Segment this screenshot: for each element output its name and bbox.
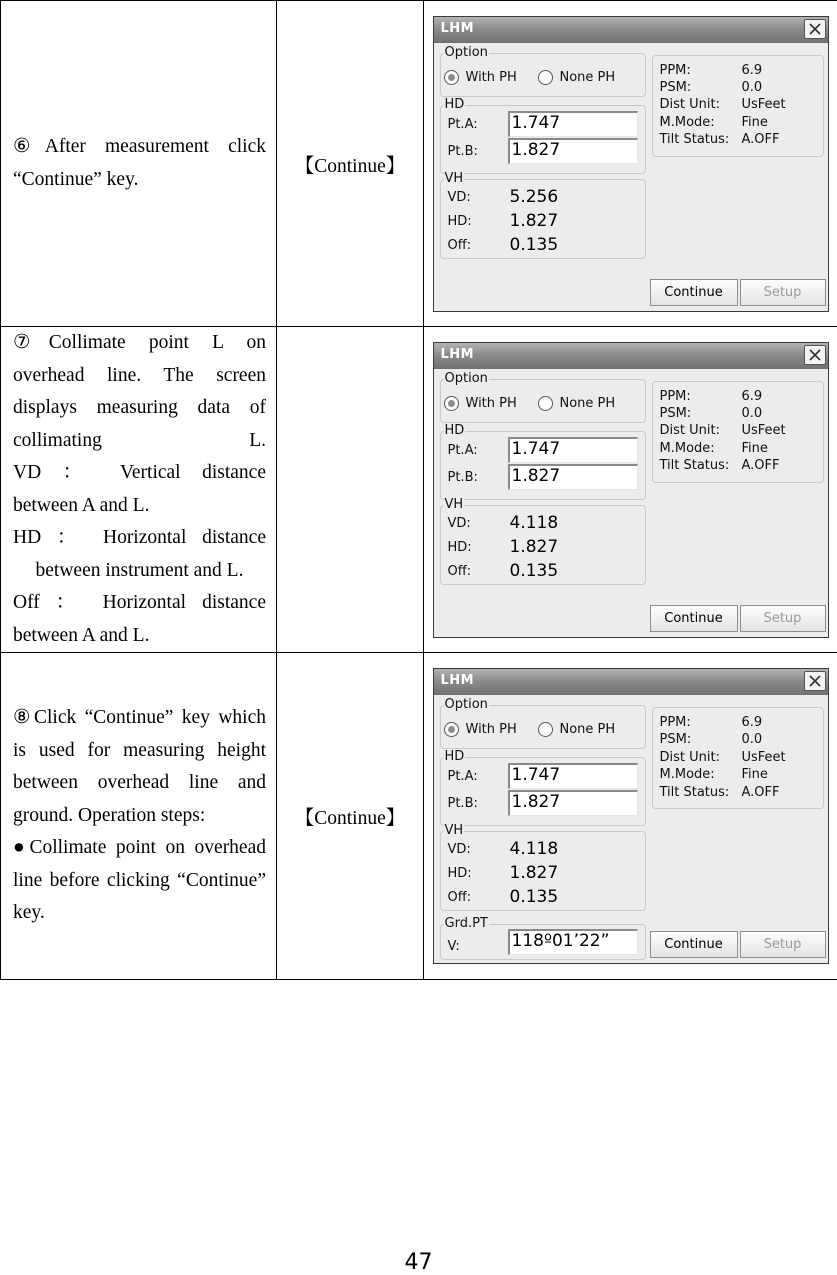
hd-group-label: HD	[444, 749, 465, 764]
screenshot-cell	[424, 327, 837, 653]
dist-unit-label: Dist Unit:	[659, 423, 720, 439]
hd-group-label: HD	[444, 96, 465, 112]
psm-label: PSM:	[659, 732, 692, 748]
with-ph-radio[interactable]	[444, 396, 459, 411]
off-label: Off:	[447, 237, 472, 253]
step-bullet: ●Collimate point on overhead line before clicking “Continue” key.	[13, 837, 266, 924]
grd-pt-label: Grd.PT	[444, 916, 488, 931]
none-ph-label: None PH	[559, 395, 616, 411]
hd-definition: HD ： Horizontal distance	[13, 527, 266, 548]
pta-value: 1.747	[511, 765, 561, 785]
off-label: Off:	[447, 890, 472, 905]
close-button[interactable]	[804, 19, 826, 39]
key-label: 【Continue】	[294, 808, 406, 829]
key-cell	[277, 1, 424, 327]
with-ph-label: With PH	[465, 722, 517, 737]
off-label: Off:	[447, 563, 472, 579]
pta-value: 1.747	[511, 112, 561, 133]
window-title: LHM	[440, 346, 475, 362]
hd-value: 1.827	[509, 863, 559, 883]
close-button[interactable]	[804, 671, 826, 691]
none-ph-radio[interactable]	[538, 722, 553, 737]
tilt-label: Tilt Status:	[659, 458, 730, 474]
mmode-label: M.Mode:	[659, 440, 715, 456]
close-icon	[809, 349, 821, 361]
off-value: 0.135	[509, 560, 559, 581]
key-label: 【Continue】	[294, 155, 406, 177]
pta-field[interactable]	[508, 437, 638, 463]
continue-button[interactable]: Continue	[650, 605, 738, 632]
dist-unit-value: UsFeet	[741, 749, 786, 765]
option-group-label: Option	[444, 370, 488, 386]
step-text: ⑧Click “Continue” key which is used for measuring height between overhead line and ground. Operation steps:	[13, 707, 266, 826]
mmode-label: M.Mode:	[659, 767, 715, 783]
radio-selected-dot	[448, 74, 455, 81]
ptb-field[interactable]	[508, 464, 638, 490]
pta-value: 1.747	[511, 438, 561, 459]
status-labels	[660, 62, 730, 149]
vd-definition: VD ： Vertical distance between A and L.	[13, 462, 266, 516]
hd-row-label: HD:	[447, 213, 472, 229]
window-title: LHM	[440, 673, 475, 688]
tilt-value: A.OFF	[741, 784, 780, 800]
lhm-window	[433, 16, 829, 312]
psm-value: 0.0	[741, 732, 763, 748]
vd-label: VD:	[447, 189, 471, 205]
continue-button[interactable]: Continue	[650, 931, 738, 958]
close-icon	[809, 675, 821, 687]
mmode-value: Fine	[741, 114, 768, 130]
psm-value: 0.0	[741, 405, 763, 421]
hd-value: 1.827	[509, 536, 559, 557]
ppm-label: PPM:	[659, 62, 691, 78]
with-ph-label: With PH	[465, 69, 517, 85]
mmode-value: Fine	[741, 440, 768, 456]
off-value: 0.135	[509, 234, 559, 255]
ppm-label: PPM:	[659, 715, 691, 730]
step-row-7	[1, 327, 837, 653]
ptb-field[interactable]	[508, 790, 638, 816]
vh-group-label: VH	[444, 170, 464, 186]
vh-group-label: VH	[444, 823, 464, 838]
key-cell	[277, 653, 424, 980]
with-ph-radio[interactable]	[444, 70, 459, 85]
vd-value: 4.118	[509, 839, 559, 859]
step-text: ⑦Collimate point L on overhead line. The screen displays measuring data of collimating L.	[13, 332, 266, 451]
dist-unit-label: Dist Unit:	[659, 749, 720, 765]
mmode-label: M.Mode:	[659, 114, 715, 130]
screenshot-cell	[424, 653, 837, 980]
dist-unit-label: Dist Unit:	[659, 97, 720, 113]
status-values	[742, 388, 786, 475]
setup-button[interactable]: Setup	[740, 605, 826, 632]
hd-definition-cont: between instrument and L.	[35, 559, 244, 581]
hd-row-label: HD:	[447, 866, 472, 881]
step-text: ⑥After measurement click “Continue” key.	[13, 136, 266, 190]
dist-unit-value: UsFeet	[741, 423, 786, 439]
psm-label: PSM:	[659, 405, 692, 421]
hd-row-label: HD:	[447, 539, 472, 555]
off-value: 0.135	[509, 887, 559, 907]
screenshot-cell	[424, 1, 837, 327]
mmode-value: Fine	[741, 767, 768, 783]
pta-field[interactable]	[508, 111, 638, 137]
ptb-field[interactable]	[508, 138, 638, 164]
psm-label: PSM:	[659, 79, 692, 95]
pta-label: Pt.A:	[447, 769, 478, 784]
status-labels	[660, 388, 730, 475]
step-description-cell	[1, 327, 277, 653]
pta-field[interactable]	[508, 763, 638, 789]
none-ph-label: None PH	[559, 69, 616, 85]
vh-group-label: VH	[444, 496, 464, 512]
ptb-value: 1.827	[511, 139, 561, 160]
v-value: 118º01’22”	[511, 931, 610, 951]
step-description-cell	[1, 1, 277, 327]
tilt-value: A.OFF	[741, 458, 780, 474]
lhm-window	[433, 668, 829, 964]
vd-label: VD:	[447, 515, 471, 531]
pta-label: Pt.A:	[447, 442, 478, 458]
none-ph-radio[interactable]	[538, 70, 553, 85]
lhm-window	[433, 342, 829, 638]
ptb-label: Pt.B:	[447, 796, 478, 811]
tilt-label: Tilt Status:	[659, 784, 730, 800]
ppm-label: PPM:	[659, 388, 691, 404]
setup-button[interactable]: Setup	[740, 931, 826, 958]
vd-value: 4.118	[509, 512, 559, 533]
radio-selected-dot	[448, 400, 455, 407]
title-bar	[434, 669, 828, 695]
status-values	[742, 714, 786, 801]
continue-button[interactable]: Continue	[650, 279, 738, 306]
hd-group-label: HD	[444, 422, 465, 438]
radio-selected-dot	[448, 726, 455, 733]
ppm-value: 6.9	[741, 715, 763, 730]
hd-value: 1.827	[509, 210, 559, 231]
none-ph-radio[interactable]	[538, 396, 553, 411]
off-definition: Off ： Horizontal distance between A and L.	[13, 592, 266, 646]
vd-label: VD:	[447, 842, 471, 857]
ptb-value: 1.827	[511, 465, 561, 486]
close-button[interactable]	[804, 345, 826, 365]
option-group-label: Option	[444, 697, 488, 712]
none-ph-label: None PH	[559, 722, 616, 737]
with-ph-label: With PH	[465, 395, 517, 411]
v-label: V:	[447, 939, 460, 954]
title-bar	[434, 343, 828, 369]
ptb-label: Pt.B:	[447, 469, 478, 485]
with-ph-radio[interactable]	[444, 722, 459, 737]
key-cell	[277, 327, 424, 653]
option-group-label: Option	[444, 44, 488, 60]
window-title: LHM	[440, 20, 475, 36]
pta-label: Pt.A:	[447, 116, 478, 132]
status-labels	[660, 714, 730, 801]
tilt-label: Tilt Status:	[659, 132, 730, 148]
step-description-cell	[1, 653, 277, 980]
step-row-8	[1, 653, 837, 980]
v-field[interactable]	[508, 929, 638, 955]
status-values	[742, 62, 786, 149]
dist-unit-value: UsFeet	[741, 97, 786, 113]
ptb-label: Pt.B:	[447, 143, 478, 159]
setup-button[interactable]: Setup	[740, 279, 826, 306]
ppm-value: 6.9	[741, 62, 763, 78]
ppm-value: 6.9	[741, 388, 763, 404]
vd-value: 5.256	[509, 186, 559, 207]
step-row-6	[1, 1, 837, 327]
tilt-value: A.OFF	[741, 132, 780, 148]
page-number: 47	[404, 1250, 433, 1275]
close-icon	[809, 23, 821, 35]
psm-value: 0.0	[741, 79, 763, 95]
ptb-value: 1.827	[511, 792, 561, 812]
title-bar	[434, 17, 828, 43]
